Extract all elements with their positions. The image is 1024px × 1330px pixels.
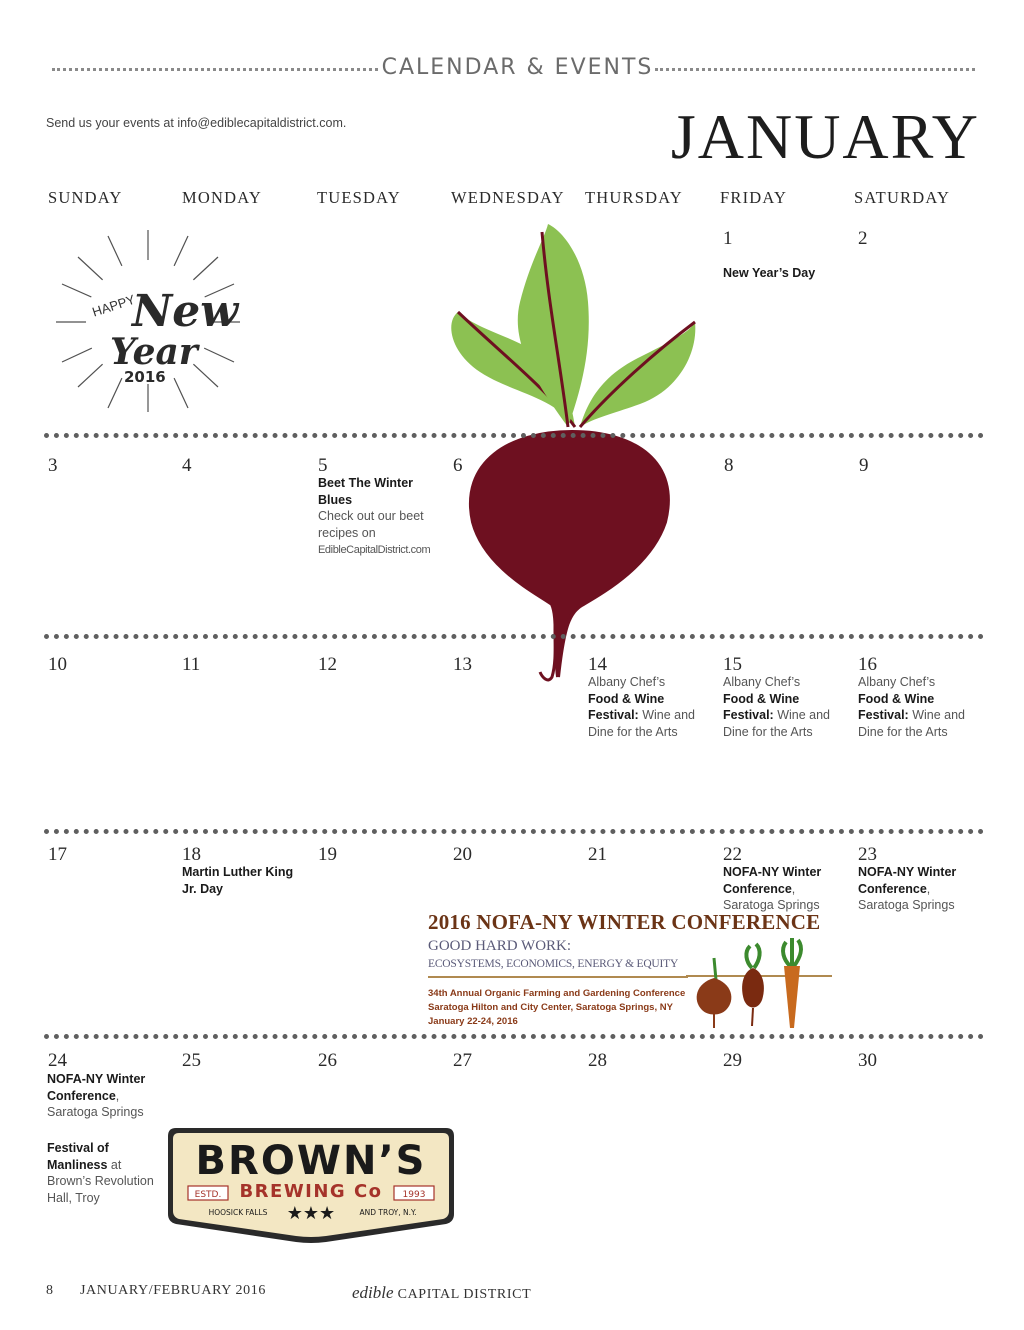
day-number: 17: [48, 844, 67, 865]
weekday-thursday: THURSDAY: [585, 188, 683, 207]
day-number: 15: [723, 654, 742, 675]
nofa-ad-line2: Saratoga Hilton and City Center, Saratoga Springs, NY: [428, 1002, 673, 1013]
weekday-wednesday: WEDNESDAY: [451, 188, 565, 207]
event-albany-food-wine-15: Albany Chef’s Food & Wine Festival: Wine and Dine for the Arts: [723, 675, 831, 739]
day-number: 10: [48, 654, 67, 675]
nofa-ad-subtitle: GOOD HARD WORK:: [428, 938, 572, 954]
browns-brewing-logo: [166, 1122, 456, 1244]
vegetables-illustration: [686, 938, 832, 1033]
badge-happy: HAPPY: [90, 291, 137, 320]
day-number: 21: [588, 844, 607, 865]
event-nofa-23: NOFA-NY Winter Conference, Saratoga Springs: [858, 865, 957, 912]
day-number: 22: [723, 844, 742, 865]
day-number: 11: [182, 654, 201, 675]
event-nofa-24: NOFA-NY Winter Conference, Saratoga Springs: [47, 1072, 146, 1119]
nofa-ad-title: 2016 NOFA-NY WINTER CONFERENCE: [428, 910, 821, 934]
day-number: 5: [318, 455, 328, 476]
event-new-years-day: New Year’s Day: [723, 266, 816, 280]
day-number: 12: [318, 654, 337, 675]
day-number: 8: [724, 455, 734, 476]
browns-left-location: HOOSICK FALLS: [208, 1208, 268, 1217]
week-separator: [44, 829, 984, 834]
month-title: JANUARY: [670, 101, 980, 172]
week-separator: [44, 1034, 984, 1039]
badge-year: Year: [110, 331, 198, 373]
weekday-friday: FRIDAY: [720, 188, 788, 207]
beet-recipes-link[interactable]: EdibleCapitalDistrict.com: [318, 544, 431, 556]
event-nofa-22: NOFA-NY Winter Conference, Saratoga Springs: [723, 865, 822, 912]
nofa-conference-ad: [424, 908, 832, 1033]
week-separator: [44, 634, 984, 639]
weekday-sunday: SUNDAY: [48, 188, 123, 207]
day-number: 3: [48, 455, 58, 476]
day-number: 25: [182, 1050, 201, 1071]
day-number: 29: [723, 1050, 742, 1071]
day-number: 18: [182, 844, 201, 865]
day-number: 13: [453, 654, 472, 675]
weekday-monday: MONDAY: [182, 188, 262, 207]
badge-new: New: [132, 286, 239, 337]
beet-leaf-right: [580, 322, 695, 427]
event-festival-of-manliness: Festival of Manliness at Brown’s Revolution Hall, Troy: [47, 1141, 154, 1205]
nofa-ad-line3: January 22-24, 2016: [428, 1016, 518, 1027]
event-beet-the-winter-blues: Beet The Winter Blues Check out our beet recipes on EdibleCapitalDistrict.com: [318, 476, 431, 556]
day-number: 20: [453, 844, 472, 865]
day-number: 4: [182, 455, 192, 476]
happy-new-year-badge: [48, 222, 248, 420]
browns-year: 1993: [402, 1190, 426, 1200]
header-rule-right: [655, 68, 975, 71]
issue-label: JANUARY/FEBRUARY 2016: [80, 1283, 266, 1298]
browns-right-location: AND TROY, N.Y.: [359, 1208, 417, 1217]
day-number: 26: [318, 1050, 337, 1071]
day-number: 28: [588, 1050, 607, 1071]
day-number: 6: [453, 455, 463, 476]
browns-estd: ESTD.: [194, 1190, 222, 1200]
week-separator: [44, 433, 984, 438]
day-number: 1: [723, 228, 733, 249]
day-number: 2: [858, 228, 868, 249]
beet-illustration: [440, 222, 705, 682]
browns-brewing: BREWING Co: [239, 1181, 383, 1202]
submit-events-note: Send us your events at info@ediblecapitaldistrict.com.: [46, 116, 347, 130]
day-number: 24: [48, 1050, 67, 1071]
event-albany-food-wine-16: Albany Chef’s Food & Wine Festival: Wine and Dine for the Arts: [858, 675, 966, 739]
event-mlk-day: Martin Luther King Jr. Day: [182, 865, 294, 896]
weekday-tuesday: TUESDAY: [317, 188, 401, 207]
browns-name: BROWN’S: [195, 1138, 427, 1184]
nofa-ad-topics: ECOSYSTEMS, ECONOMICS, ENERGY & EQUITY: [428, 958, 679, 970]
event-albany-food-wine-14: Albany Chef’s Food & Wine Festival: Wine and Dine for the Arts: [588, 675, 696, 739]
day-number: 14: [588, 654, 607, 675]
badge-year-number: 2016: [124, 368, 166, 386]
browns-stars: ★★★: [286, 1203, 336, 1224]
day-number: 30: [858, 1050, 877, 1071]
header-rule-left: [52, 68, 378, 71]
magazine-brand: edible CAPITAL DISTRICT: [352, 1283, 532, 1302]
day-number: 19: [318, 844, 337, 865]
day-number: 27: [453, 1050, 472, 1071]
nofa-ad-line1: 34th Annual Organic Farming and Gardening Conference: [428, 988, 686, 999]
nofa-ad-rule: [428, 976, 688, 978]
day-number: 9: [859, 455, 869, 476]
day-number: 16: [858, 654, 877, 675]
section-title: CALENDAR & EVENTS: [381, 55, 654, 80]
day-number: 23: [858, 844, 877, 865]
page-number: 8: [46, 1283, 54, 1298]
weekday-saturday: SATURDAY: [854, 188, 951, 207]
